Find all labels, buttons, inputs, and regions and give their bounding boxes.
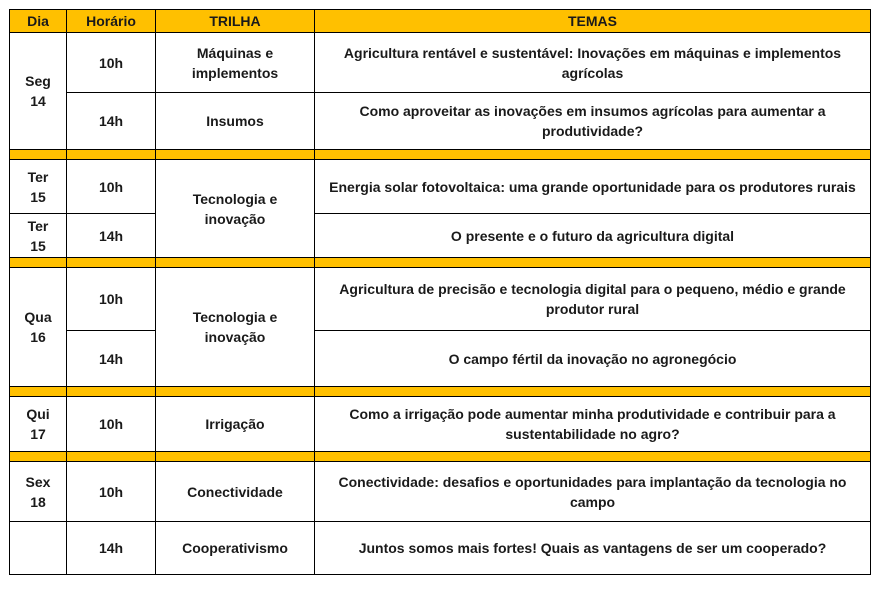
header-dia: Dia [10,10,67,33]
time-cell: 10h [67,160,156,214]
day-number: 15 [30,237,46,254]
time-cell: 14h [67,331,156,387]
time-cell: 14h [67,522,156,575]
day-number: 17 [30,426,46,442]
table-row [10,214,871,258]
table-row [10,462,871,522]
time-cell: 10h [67,33,156,93]
track-cell: Cooperativismo [156,522,315,575]
header-temas: TEMAS [315,10,871,33]
day-number: 14 [30,93,46,109]
track-cell: Tecnologia e inovação [156,160,315,258]
separator-row [10,452,871,462]
day-cell [10,268,67,387]
day-cell [10,397,67,452]
track-cell: Irrigação [156,397,315,452]
table-row [10,33,871,93]
day-number: 18 [30,493,46,510]
day-cell [10,462,67,522]
day-number: 16 [30,329,46,345]
time-cell: 14h [67,93,156,150]
table-row [10,160,871,214]
time-cell: 10h [67,462,156,522]
theme-cell: O presente e o futuro da agricultura digital [315,214,871,258]
day-name: Seg [25,73,51,89]
header-horario: Horário [67,10,156,33]
day-name: Ter [27,168,49,185]
table-row [10,93,871,150]
day-cell [10,33,67,150]
day-name: Sex [25,473,51,490]
track-cell: Conectividade [156,462,315,522]
theme-cell: Como a irrigação pode aumentar minha produtividade e contribuir para a sustentabilidade no agro? [315,397,871,452]
day-name: Qua [24,309,52,325]
theme-cell: Juntos somos mais fortes! Quais as vantagens de ser um cooperado? [315,522,871,575]
time-cell: 14h [67,214,156,258]
day-name: Ter [27,217,49,234]
header-trilha: TRILHA [156,10,315,33]
track-cell: Máquinas e implementos [156,33,315,93]
day-cell [10,214,67,258]
separator-row [10,387,871,397]
theme-cell: O campo fértil da inovação no agronegócio [315,331,871,387]
track-cell: Insumos [156,93,315,150]
theme-cell: Como aproveitar as inovações em insumos agrícolas para aumentar a produtividade? [315,93,871,150]
schedule-table [9,9,871,575]
day-cell [10,160,67,214]
time-cell: 10h [67,397,156,452]
track-cell: Tecnologia e inovação [156,268,315,387]
time-cell: 10h [67,268,156,331]
table-row [10,268,871,331]
table-row [10,522,871,575]
header-row [10,10,871,33]
separator-row [10,258,871,268]
day-cell-empty [10,522,67,575]
theme-cell: Agricultura de precisão e tecnologia digital para o pequeno, médio e grande produtor rural [315,268,871,331]
theme-cell: Conectividade: desafios e oportunidades para implantação da tecnologia no campo [315,462,871,522]
day-name: Qui [26,406,50,422]
day-number: 15 [30,188,46,205]
theme-cell: Agricultura rentável e sustentável: Inovações em máquinas e implementos agrícolas [315,33,871,93]
separator-row [10,150,871,160]
table-row [10,397,871,452]
theme-cell: Energia solar fotovoltaica: uma grande oportunidade para os produtores rurais [315,160,871,214]
table-row [10,331,871,387]
